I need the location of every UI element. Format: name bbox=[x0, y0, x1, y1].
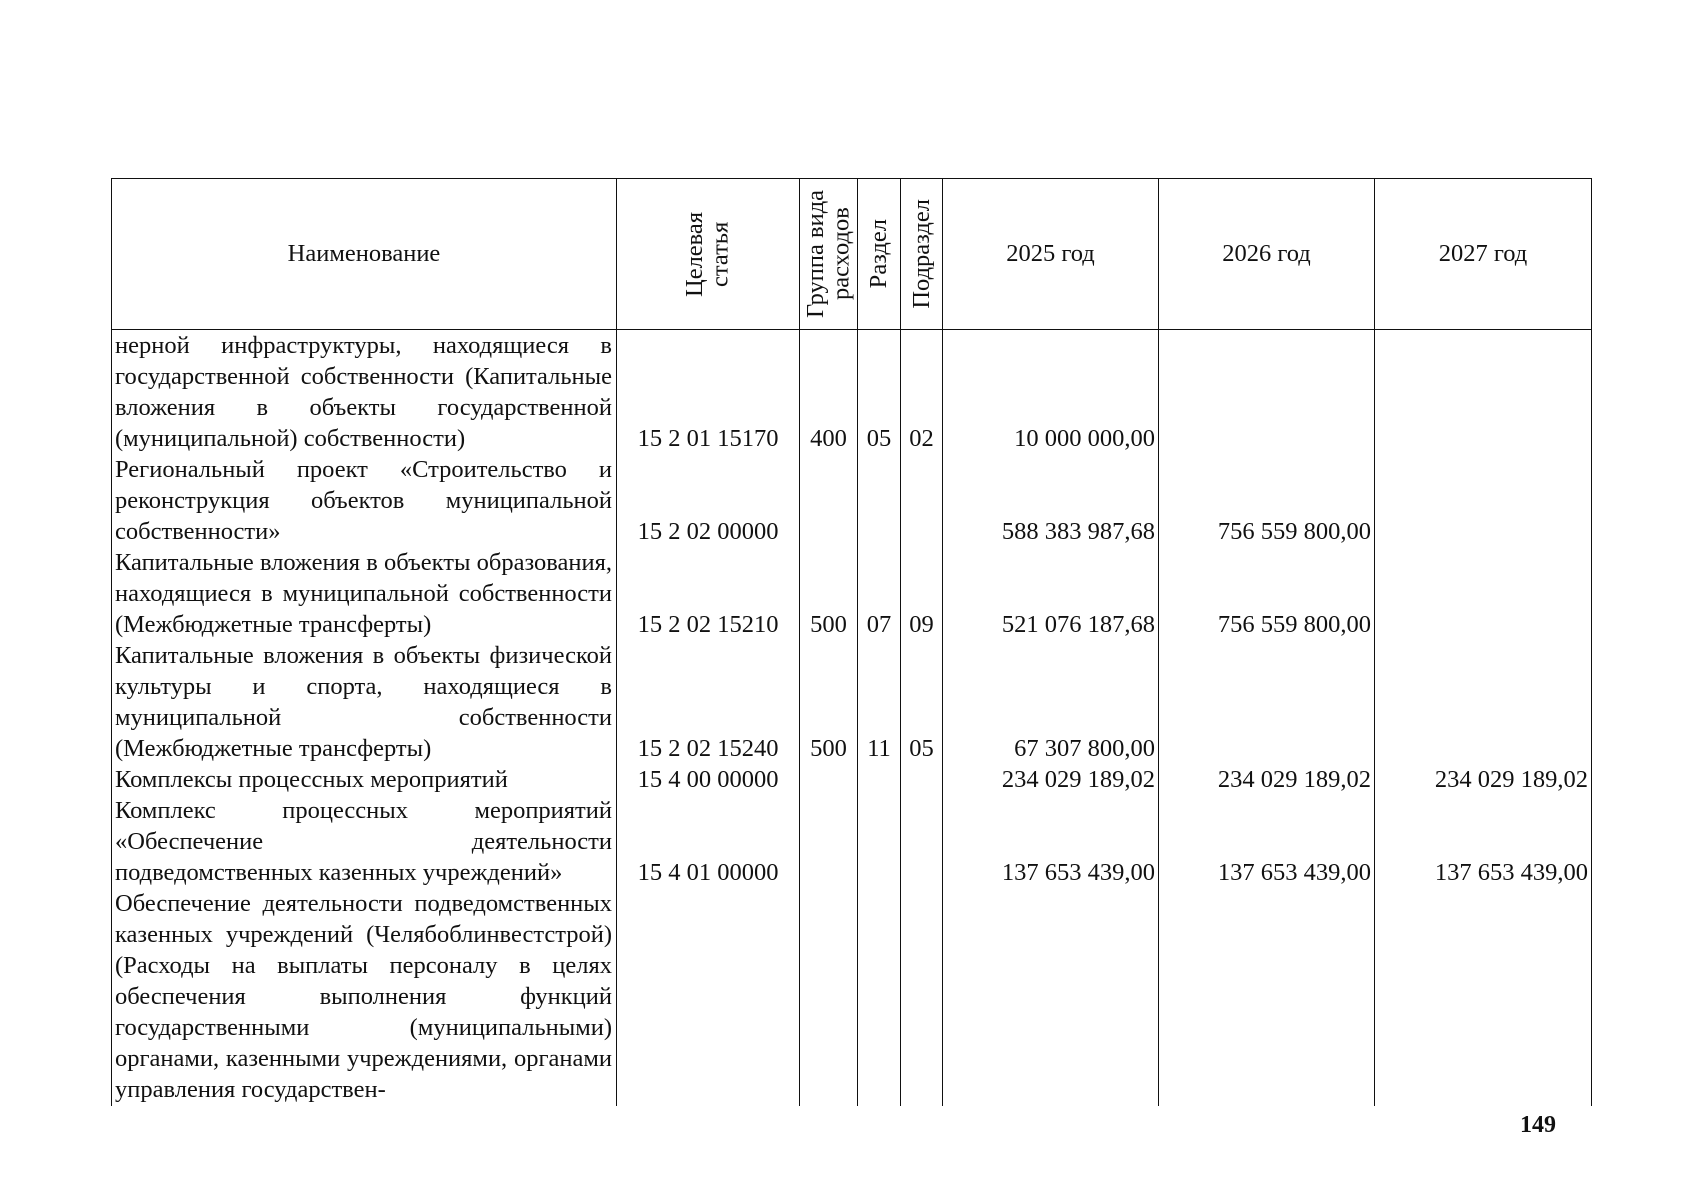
row-name: Капитальные вложения в объекты образования, находящиеся в муниципальной собственности (Межбюджетные трансферты) bbox=[112, 547, 617, 640]
row-expense-group bbox=[800, 764, 858, 795]
table-row bbox=[112, 454, 1592, 547]
row-target-article: 15 2 02 15240 bbox=[617, 640, 800, 764]
header-2026: 2026 год bbox=[1159, 179, 1375, 330]
row-amount-2027 bbox=[1375, 640, 1592, 764]
row-expense-group bbox=[800, 795, 858, 888]
row-amount-2026: 137 653 439,00 bbox=[1159, 795, 1375, 888]
row-name: Комплекс процессных мероприятий «Обеспечение деятельности подведомственных казенных учреждений» bbox=[112, 795, 617, 888]
row-target-article: 15 4 01 00000 bbox=[617, 795, 800, 888]
row-target-article bbox=[617, 888, 800, 1106]
budget-table bbox=[111, 178, 1592, 1106]
table-row bbox=[112, 640, 1592, 764]
row-expense-group bbox=[800, 888, 858, 1106]
row-expense-group: 400 bbox=[800, 330, 858, 455]
row-name: Региональный проект «Строительство и реконструкция объектов муниципальной собственности» bbox=[112, 454, 617, 547]
row-name: Комплексы процессных мероприятий bbox=[112, 764, 617, 795]
header-2025: 2025 год bbox=[943, 179, 1159, 330]
row-subsection bbox=[901, 454, 943, 547]
row-amount-2025: 521 076 187,68 bbox=[943, 547, 1159, 640]
header-name: Наименование bbox=[112, 179, 617, 330]
row-expense-group bbox=[800, 454, 858, 547]
row-section: 07 bbox=[858, 547, 901, 640]
row-amount-2026 bbox=[1159, 330, 1375, 455]
row-section bbox=[858, 888, 901, 1106]
row-target-article: 15 2 02 15210 bbox=[617, 547, 800, 640]
row-subsection: 09 bbox=[901, 547, 943, 640]
row-amount-2027 bbox=[1375, 547, 1592, 640]
row-name: Капитальные вложения в объекты физической культуры и спорта, находящиеся в муниципальной собственности (Межбюджетные трансферты) bbox=[112, 640, 617, 764]
row-amount-2026 bbox=[1159, 888, 1375, 1106]
table-row bbox=[112, 795, 1592, 888]
table-row bbox=[112, 888, 1592, 1106]
table-row bbox=[112, 547, 1592, 640]
row-amount-2025 bbox=[943, 888, 1159, 1106]
row-target-article: 15 2 02 00000 bbox=[617, 454, 800, 547]
row-section bbox=[858, 795, 901, 888]
table-row bbox=[112, 330, 1592, 455]
row-expense-group: 500 bbox=[800, 640, 858, 764]
page-number: 149 bbox=[1520, 1112, 1556, 1138]
header-target-article: Целевая статья bbox=[617, 179, 800, 330]
row-amount-2025: 10 000 000,00 bbox=[943, 330, 1159, 455]
row-amount-2025: 67 307 800,00 bbox=[943, 640, 1159, 764]
row-amount-2025: 588 383 987,68 bbox=[943, 454, 1159, 547]
row-amount-2027 bbox=[1375, 888, 1592, 1106]
row-subsection bbox=[901, 764, 943, 795]
header-2027: 2027 год bbox=[1375, 179, 1592, 330]
row-name: нерной инфраструктуры, находящиеся в государственной собственности (Капитальные вложения в объекты государственной (муниципальной) собственности) bbox=[112, 330, 617, 455]
row-amount-2026: 756 559 800,00 bbox=[1159, 547, 1375, 640]
row-subsection bbox=[901, 888, 943, 1106]
row-subsection bbox=[901, 795, 943, 888]
row-amount-2025: 137 653 439,00 bbox=[943, 795, 1159, 888]
row-section bbox=[858, 454, 901, 547]
row-target-article: 15 4 00 00000 bbox=[617, 764, 800, 795]
table-row bbox=[112, 764, 1592, 795]
header-subsection: Подраздел bbox=[901, 179, 943, 330]
row-section: 11 bbox=[858, 640, 901, 764]
row-amount-2026: 234 029 189,02 bbox=[1159, 764, 1375, 795]
row-amount-2025: 234 029 189,02 bbox=[943, 764, 1159, 795]
row-expense-group: 500 bbox=[800, 547, 858, 640]
row-amount-2027 bbox=[1375, 454, 1592, 547]
header-section: Раздел bbox=[858, 179, 901, 330]
row-subsection: 05 bbox=[901, 640, 943, 764]
header-expense-group: Группа вида расходов bbox=[800, 179, 858, 330]
row-amount-2027: 137 653 439,00 bbox=[1375, 795, 1592, 888]
row-target-article: 15 2 01 15170 bbox=[617, 330, 800, 455]
row-name: Обеспечение деятельности подведомственных казенных учреждений (Челябоблинвестстрой) (Расходы на выплаты персоналу в целях обеспечения выполнения функций государственными (муниципальными) органами, казенными учреждениями, органами управления государствен- bbox=[112, 888, 617, 1106]
row-amount-2027: 234 029 189,02 bbox=[1375, 764, 1592, 795]
row-section bbox=[858, 764, 901, 795]
row-amount-2026 bbox=[1159, 640, 1375, 764]
row-amount-2027 bbox=[1375, 330, 1592, 455]
row-subsection: 02 bbox=[901, 330, 943, 455]
header-row bbox=[112, 179, 1592, 330]
row-section: 05 bbox=[858, 330, 901, 455]
row-amount-2026: 756 559 800,00 bbox=[1159, 454, 1375, 547]
